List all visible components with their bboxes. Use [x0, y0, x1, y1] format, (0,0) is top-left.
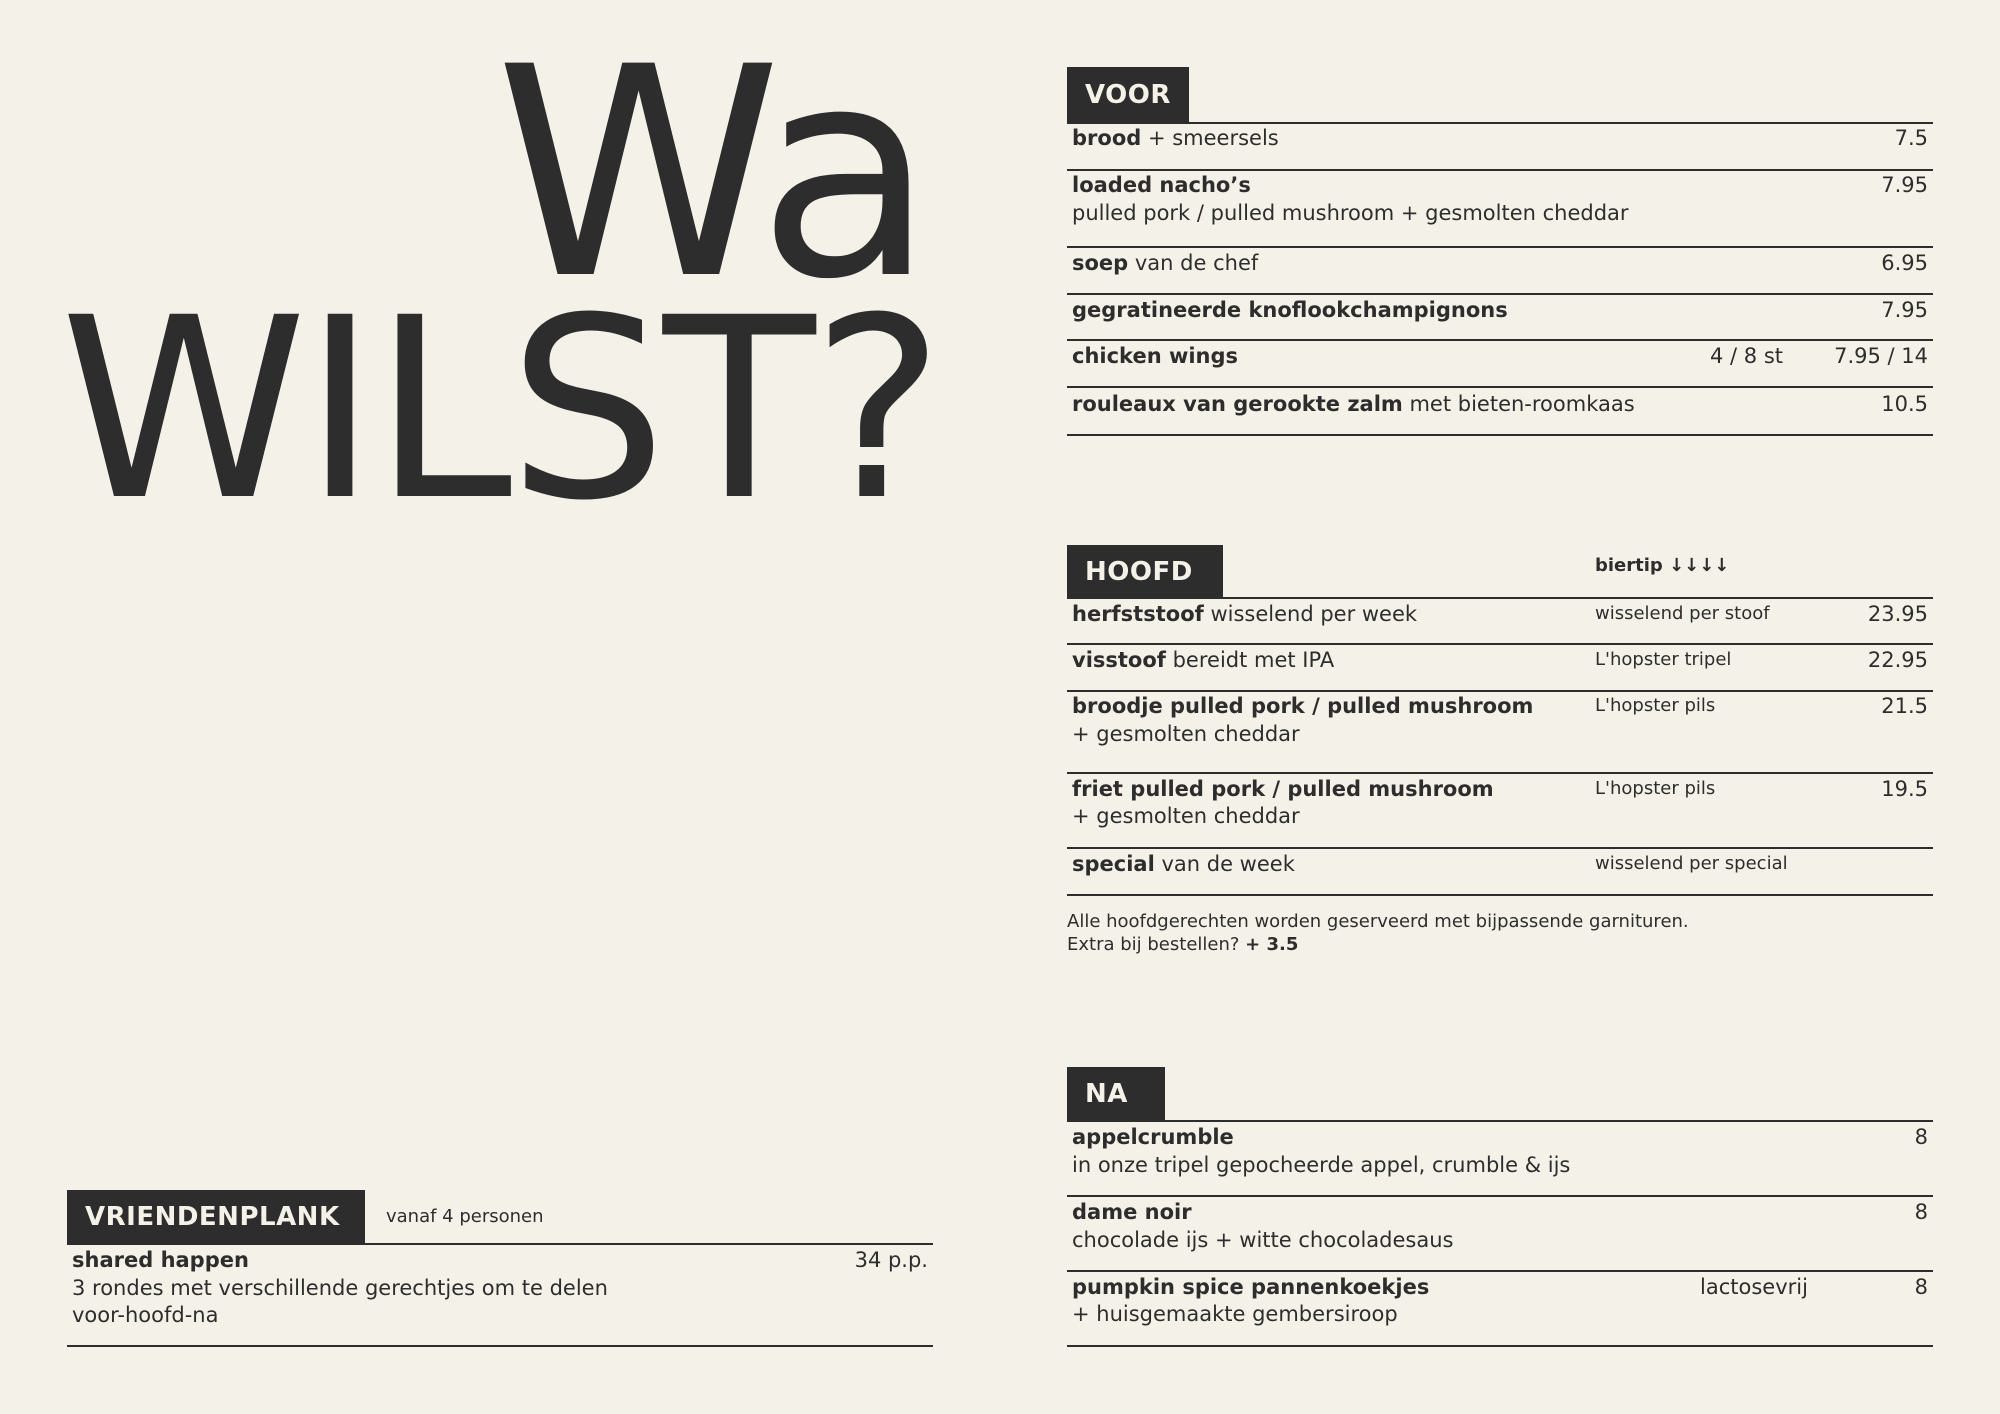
price-broodje: 21.5 — [1881, 694, 1928, 718]
hoofd-note-1: Alle hoofdgerechten worden geserveerd met bijpassende garnituren. — [1067, 911, 1689, 932]
menu-item-appelcrumble-desc: in onze tripel gepocheerde appel, crumble & ijs — [1072, 1153, 1571, 1177]
price-zalm: 10.5 — [1881, 392, 1928, 416]
price-pannenkoekjes: 8 — [1914, 1275, 1928, 1299]
price-dame-noir: 8 — [1914, 1200, 1928, 1224]
divider — [1067, 293, 1933, 295]
beer-visstoof: L'hopster tripel — [1595, 649, 1732, 670]
menu-item-pannenkoekjes-desc: + huisgemaakte gembersiroop — [1072, 1302, 1398, 1326]
menu-item-dame-noir-desc: chocolade ijs + witte chocoladesaus — [1072, 1228, 1454, 1252]
divider — [1067, 339, 1933, 341]
divider — [1067, 847, 1933, 849]
divider — [1067, 1270, 1933, 1272]
menu-item-dame-noir: dame noir — [1072, 1200, 1192, 1224]
divider — [1067, 434, 1933, 436]
price-visstoof: 22.95 — [1867, 648, 1928, 672]
lactosevrij-label: lactosevrij — [1700, 1275, 1808, 1299]
menu-item-shared-happen-desc-2: voor-hoofd-na — [72, 1303, 219, 1327]
beer-special: wisselend per special — [1595, 853, 1788, 874]
menu-item-visstoof: visstoof bereidt met IPA — [1072, 648, 1335, 672]
title-line-1: Wa — [495, 6, 929, 343]
price-appelcrumble: 8 — [1914, 1125, 1928, 1149]
divider — [1067, 1195, 1933, 1197]
divider — [1067, 643, 1933, 645]
section-tag-hoofd: HOOFD — [1067, 545, 1223, 599]
price-shared-happen: 34 p.p. — [854, 1248, 928, 1272]
menu-item-zalm: rouleaux van gerookte zalm met bieten-roomkaas — [1072, 392, 1635, 416]
beer-friet: L'hopster pils — [1595, 778, 1716, 799]
menu-item-broodje: broodje pulled pork / pulled mushroom — [1072, 694, 1534, 718]
hoofd-note-2: Extra bij bestellen? + 3.5 — [1067, 934, 1299, 955]
divider — [1067, 246, 1933, 248]
price-wings: 7.95 / 14 — [1834, 344, 1928, 368]
title-line-2: WILST? — [60, 264, 941, 555]
menu-item-friet: friet pulled pork / pulled mushroom — [1072, 777, 1494, 801]
section-tag-voor: VOOR — [1067, 67, 1189, 123]
menu-item-broodje-desc: + gesmolten cheddar — [1072, 722, 1300, 746]
menu-item-wings: chicken wings — [1072, 344, 1239, 368]
price-herfststoof: 23.95 — [1867, 602, 1928, 626]
menu-item-shared-happen: shared happen — [72, 1248, 249, 1272]
divider — [1067, 894, 1933, 896]
divider — [1067, 1345, 1933, 1347]
price-brood: 7.5 — [1894, 126, 1928, 150]
divider — [1067, 386, 1933, 388]
divider — [1067, 1120, 1933, 1122]
menu-item-champignons: gegratineerde knoflookchampignons — [1072, 298, 1508, 322]
menu-item-pannenkoekjes: pumpkin spice pannenkoekjes — [1072, 1275, 1430, 1299]
menu-item-nachos: loaded nacho’s — [1072, 173, 1251, 197]
menu-item-shared-happen-desc: 3 rondes met verschillende gerechtjes om te delen — [72, 1276, 608, 1300]
menu-item-wings-count: 4 / 8 st — [1710, 344, 1783, 368]
menu-item-special: special van de week — [1072, 852, 1295, 876]
divider — [67, 1345, 933, 1347]
divider — [1067, 597, 1933, 599]
biertip-label: biertip ↓↓↓↓ — [1595, 555, 1730, 576]
price-champignons: 7.95 — [1881, 298, 1928, 322]
beer-broodje: L'hopster pils — [1595, 695, 1716, 716]
divider — [67, 1243, 933, 1245]
menu-item-friet-desc: + gesmolten cheddar — [1072, 804, 1300, 828]
menu-item-appelcrumble: appelcrumble — [1072, 1125, 1234, 1149]
menu-item-nachos-desc: pulled pork / pulled mushroom + gesmolten cheddar — [1072, 201, 1629, 225]
menu-item-soep: soep van de chef — [1072, 251, 1259, 275]
beer-herfststoof: wisselend per stoof — [1595, 603, 1770, 624]
menu-item-herfststoof: herfststoof wisselend per week — [1072, 602, 1418, 626]
divider — [1067, 772, 1933, 774]
section-tag-na: NA — [1067, 1067, 1165, 1121]
price-soep: 6.95 — [1881, 251, 1928, 275]
section-tag-vriendenplank: VRIENDENPLANK — [67, 1190, 365, 1244]
price-nachos: 7.95 — [1881, 173, 1928, 197]
price-friet: 19.5 — [1881, 777, 1928, 801]
vriendenplank-subtitle: vanaf 4 personen — [386, 1206, 544, 1227]
menu-item-brood: brood + smeersels — [1072, 126, 1279, 150]
